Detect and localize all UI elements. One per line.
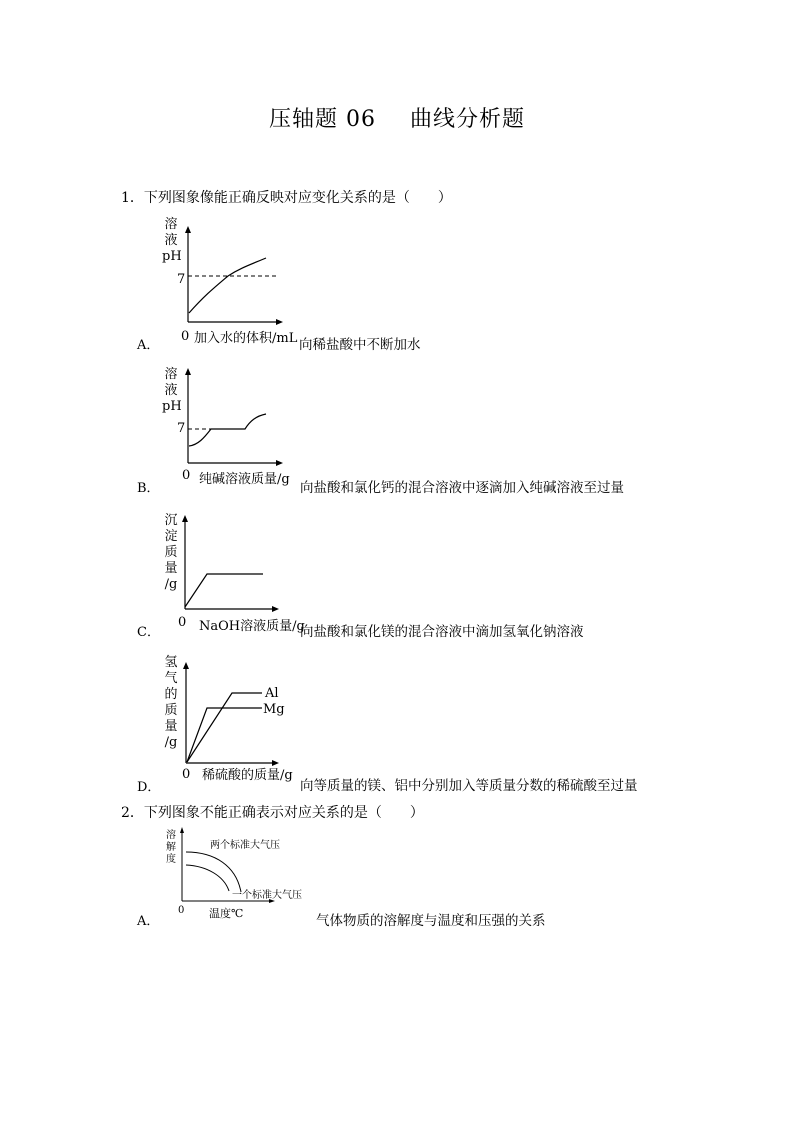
option-a-y-axis-label: 溶 液 pH [162,217,182,264]
option-d-curve-al-label: Al [265,686,279,701]
option-a-tick-7: 7 [177,272,186,287]
option-a-origin: 0 [181,329,190,344]
option-a-letter: A． [137,338,160,353]
option-b-description: 向盐酸和氯化钙的混合溶液中逐滴加入纯碱溶液至过量 [300,480,624,496]
title-part2: 曲线分析题 [409,107,525,132]
q2-option-a-origin: 0 [178,905,185,916]
q2-option-a-curve-two-atm-label: 两个标准大气压 [210,840,280,851]
option-c-y-axis-label: 沉 淀 质 量 /g [164,513,178,592]
option-b-tick-7: 7 [177,421,186,436]
q2-option-a-description: 气体物质的溶解度与温度和压强的关系 [316,913,546,929]
question-1-stem: 1．下列图象像能正确反映对应变化关系的是（ ） [121,190,452,206]
option-b-origin: 0 [182,468,191,483]
option-d-description: 向等质量的镁、铝中分别加入等质量分数的稀硫酸至过量 [300,778,638,794]
q2-option-a-x-axis-label: 温度℃ [209,907,244,920]
q2-option-a-y-axis-label: 溶 解 度 [166,830,176,865]
option-a-description: 向稀盐酸中不断加水 [299,337,421,353]
option-c-description: 向盐酸和氯化镁的混合溶液中滴加氢氧化钠溶液 [300,624,584,640]
option-b-x-axis-label: 纯碱溶液质量/g [199,472,290,487]
option-a-x-axis-label: 加入水的体积/mL [194,331,298,346]
title-part1: 压轴题 06 [268,107,376,132]
option-d-origin: 0 [182,767,191,782]
q2-option-a-letter: A． [137,914,160,929]
option-d-curve-mg-label: Mg [263,702,285,717]
option-d-x-axis-label: 稀硫酸的质量/g [202,768,293,783]
q2-option-a-curve-one-atm-label: 一个标准大气压 [232,890,302,901]
option-c-x-axis-label: NaOH溶液质量/g [199,619,305,634]
question-2-stem: 2．下列图象不能正确表示对应关系的是（ ） [121,805,424,821]
option-b-letter: B． [137,481,160,496]
option-d-y-axis-label: 氢 气 的 质 量 /g [164,655,178,750]
option-d-letter: D． [137,780,161,795]
option-b-y-axis-label: 溶 液 pH [162,367,182,414]
option-c-origin: 0 [178,615,187,630]
option-c-letter: C． [137,625,160,640]
